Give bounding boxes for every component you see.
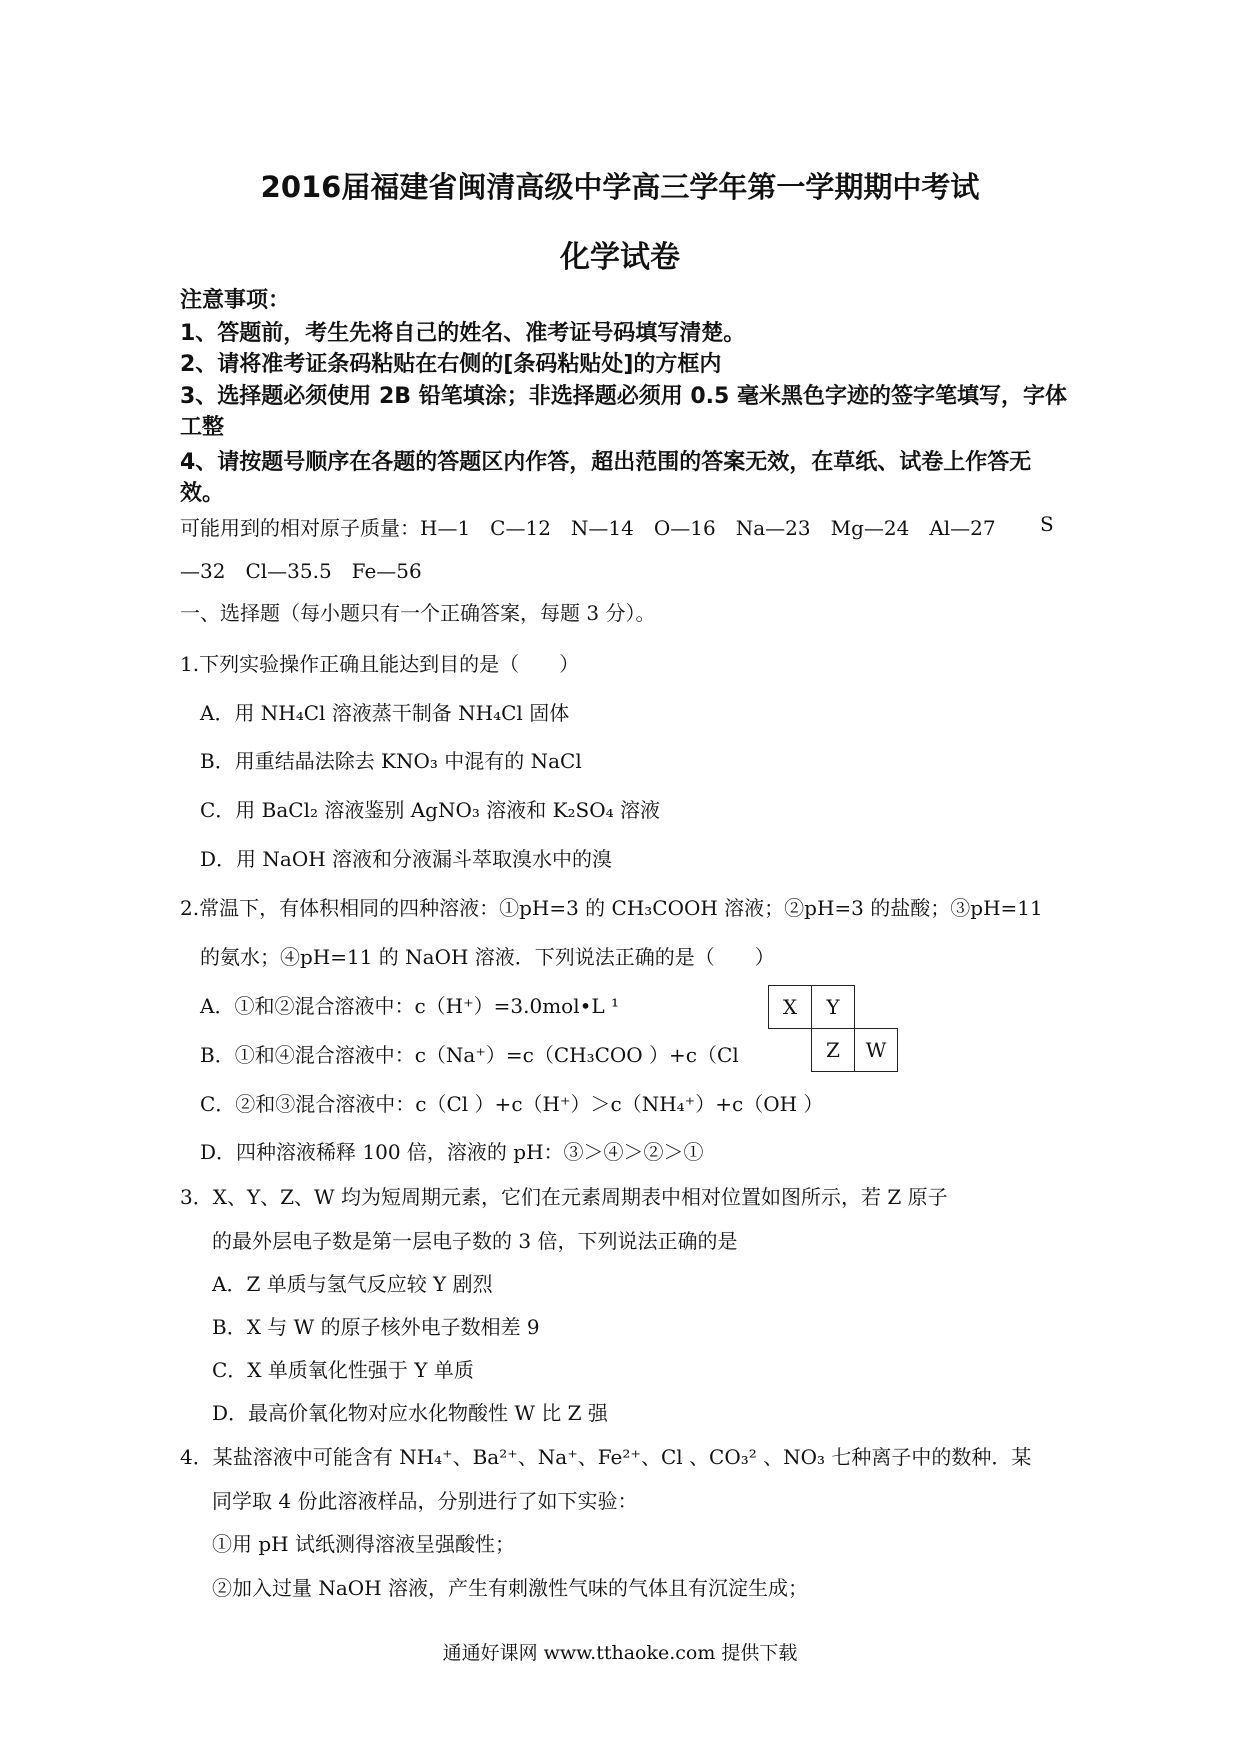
q1-option-b: B．用重结晶法除去 KNO₃ 中混有的 NaCl [200, 749, 582, 773]
q4-stem-2: 同学取 4 份此溶液样品，分别进行了如下实验： [212, 1489, 638, 1513]
atomic-mass-line-1-tail: S [1040, 512, 1054, 536]
q3-option-d: D．最高价氧化物对应水化物酸性 W 比 Z 强 [212, 1401, 608, 1425]
notice-heading: 注意事项： [180, 288, 291, 313]
q1-option-a: A．用 NH₄Cl 溶液蒸干制备 NH₄Cl 固体 [200, 701, 570, 725]
q2-option-a: A．①和②混合溶液中：c（H⁺）=3.0mol•L ¹ [200, 994, 620, 1018]
atomic-mass-line-1: 可能用到的相对原子质量：H—1 C—12 N—14 O—16 Na—23 Mg—24 Al—27 [180, 516, 996, 540]
section-heading: 一、选择题（每小题只有一个正确答案，每题 3 分）。 [180, 601, 656, 625]
q2-option-c: C．②和③混合溶液中：c（Cl ）+c（H⁺）＞c（NH₄⁺）+c（OH ） [200, 1092, 824, 1116]
q1-option-d: D．用 NaOH 溶液和分液漏斗萃取溴水中的溴 [200, 847, 613, 871]
q1-stem: 1.下列实验操作正确且能达到目的是（ ） [180, 652, 580, 676]
q3-option-b: B．X 与 W 的原子核外电子数相差 9 [212, 1315, 540, 1339]
grid-cell-x: X [768, 985, 812, 1029]
q4-step-1: ①用 pH 试纸测得溶液呈强酸性； [212, 1532, 515, 1556]
notice-item-2: 2、请将准考证条码粘贴在右侧的[条码粘贴处]的方框内 [180, 352, 722, 377]
periodic-table-diagram [768, 985, 900, 1073]
q3-option-a: A．Z 单质与氢气反应较 Y 剧烈 [212, 1272, 493, 1296]
q2-stem-2: 的氨水；④pH=11 的 NaOH 溶液．下列说法正确的是（ ） [200, 945, 775, 969]
q3-option-c: C．X 单质氧化性强于 Y 单质 [212, 1358, 474, 1382]
notice-item-4: 4、请按题号顺序在各题的答题区内作答，超出范围的答案无效，在草纸、试卷上作答无效。 [180, 450, 1032, 506]
grid-cell-w: W [854, 1028, 898, 1072]
page-title: 2016届福建省闽清高级中学高三学年第一学期期中考试 [260, 170, 980, 204]
q4-step-2: ②加入过量 NaOH 溶液，产生有刺激性气味的气体且有沉淀生成； [212, 1576, 808, 1600]
q3-stem-1: 3．X、Y、Z、W 均为短周期元素，它们在元素周期表中相对位置如图所示，若 Z 原子 [180, 1185, 948, 1209]
grid-cell-z: Z [811, 1028, 855, 1072]
grid-cell-y: Y [811, 985, 855, 1029]
notice-item-1: 1、答题前，考生先将自己的姓名、准考证号码填写清楚。 [180, 321, 746, 346]
q2-option-b: B．①和④混合溶液中：c（Na⁺）=c（CH₃COO ）+c（Cl [200, 1043, 739, 1067]
q2-stem-1: 2.常温下，有体积相同的四种溶液：①pH=3 的 CH₃COOH 溶液；②pH=3 的盐酸；③pH=11 [180, 896, 1043, 920]
page-subtitle: 化学试卷 [560, 240, 680, 275]
q1-option-c: C．用 BaCl₂ 溶液鉴别 AgNO₃ 溶液和 K₂SO₄ 溶液 [200, 798, 661, 822]
atomic-mass-line-2: —32 Cl—35.5 Fe—56 [180, 559, 422, 583]
q2-option-d: D．四种溶液稀释 100 倍，溶液的 pH：③＞④＞②＞① [200, 1140, 704, 1164]
footer-source: 通通好课网 www.tthaoke.com 提供下载 [442, 1642, 798, 1664]
q4-stem-1: 4．某盐溶液中可能含有 NH₄⁺、Ba²⁺、Na⁺、Fe²⁺、Cl 、CO₃² 、NO₃ 七种离子中的数种．某 [180, 1445, 1032, 1469]
notice-item-3: 3、选择题必须使用 2B 铅笔填涂；非选择题必须用 0.5 毫米黑色字迹的签字笔填写，字体工整 [180, 384, 1067, 440]
q3-stem-2: 的最外层电子数是第一层电子数的 3 倍，下列说法正确的是 [212, 1229, 738, 1253]
